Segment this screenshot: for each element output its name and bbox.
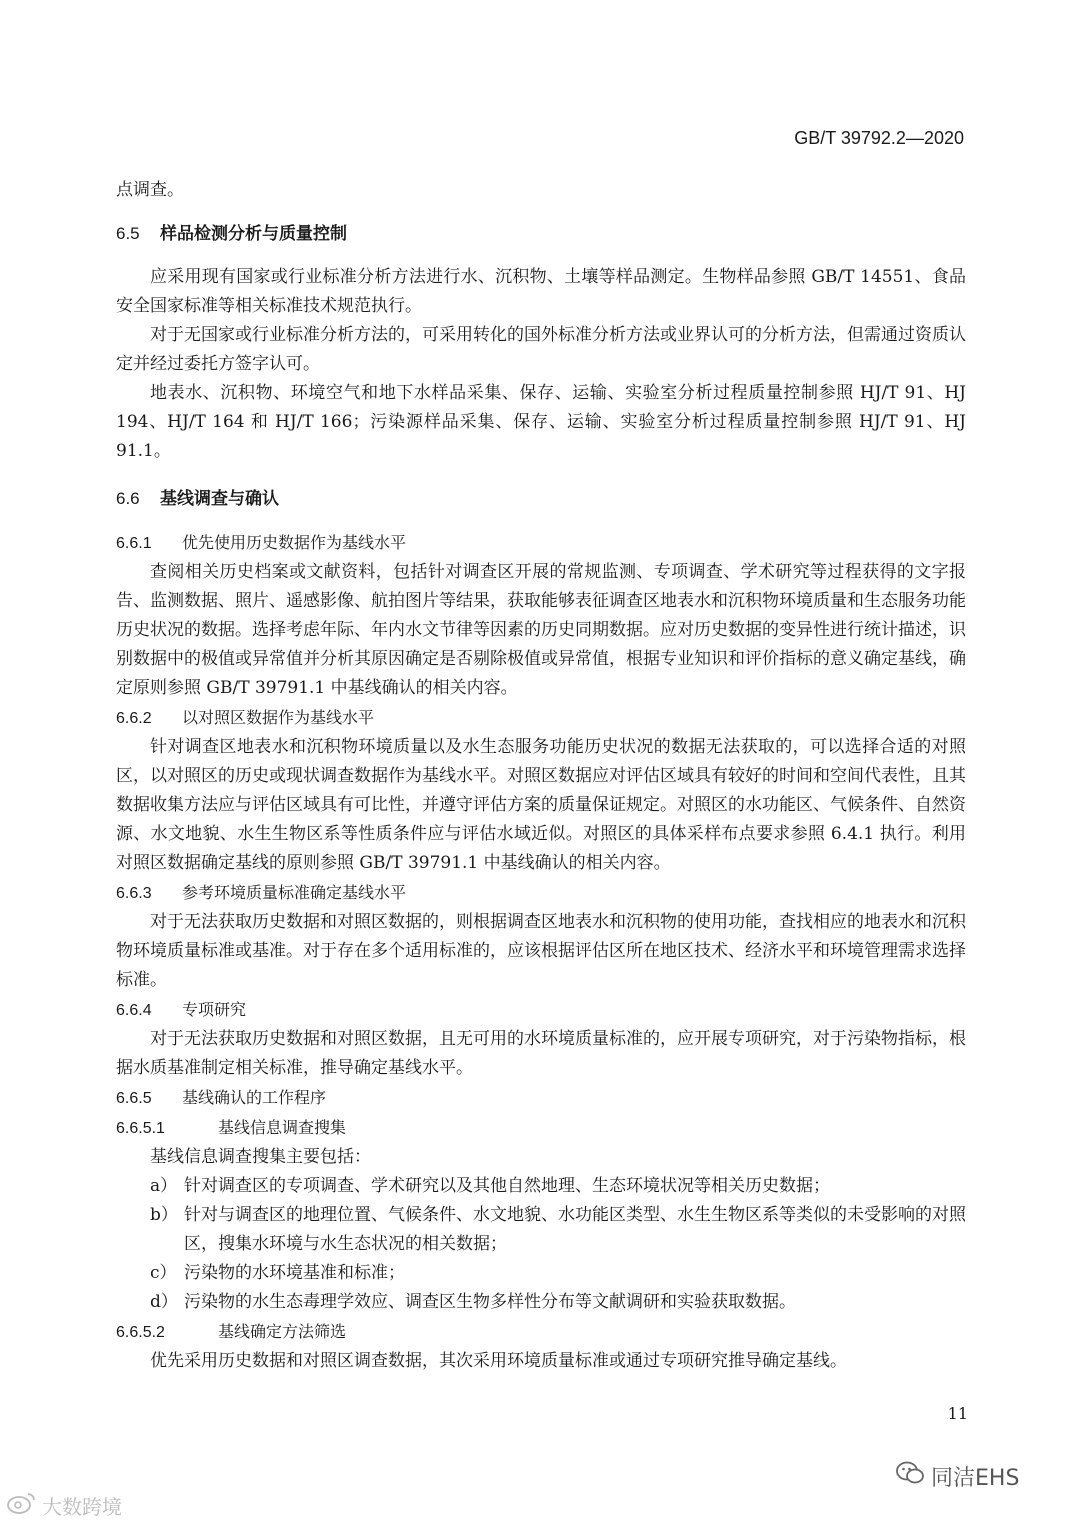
s664-paragraph: 对于无法获取历史数据和对照区数据，且无可用的水环境质量标准的，应开展专项研究，对于污染物指标，根据水质基准制定相关标准，推导确定基线水平。 [116,1029,966,1078]
section-6-6-heading: 6.6 基线调查与确认 [116,489,279,509]
s6652-paragraph: 优先采用历史数据和对照区调查数据，其次采用环境质量标准或通过专项研究推导确定基线。 [150,1351,847,1371]
watermark-right-text: 同洁EHS [931,1465,1020,1491]
standard-code: GB/T 39792.2—2020 [794,128,964,148]
weibo-icon [6,1491,36,1520]
section-6-5-heading: 6.5 样品检测分析与质量控制 [116,224,347,244]
section-6-6-4-heading: 6.6.4 专项研究 [116,1000,247,1019]
section-6-6-2-heading: 6.6.2 以对照区数据作为基线水平 [116,708,375,727]
watermark-left-text: 大数跨境 [42,1495,122,1519]
watermark-left [6,1491,122,1520]
list-item: b） 针对与调查区的地理位置、气候条件、水文地貌、水功能区类型、水生生物区系等类似的未受影响的对照区，搜集水环境与水生态状况的相关数据； [150,1205,966,1254]
section-6-6-3-heading: 6.6.3 参考环境质量标准确定基线水平 [116,883,407,902]
s65-paragraph: 应采用现有国家或行业标准分析方法进行水、沉积物、土壤等样品测定。生物样品参照 GB/T 14551、食品安全国家标准等相关标准技术规范执行。 [116,267,966,316]
section-6-6-5-1-heading: 6.6.5.1 基线信息调查搜集 [116,1118,347,1137]
carryover-text: 点调查。 [116,180,184,200]
section-6-6-5-heading: 6.6.5 基线确认的工作程序 [116,1088,327,1107]
document-body [116,176,966,1376]
s65-paragraph: 对于无国家或行业标准分析方法的，可采用转化的国外标准分析方法或业界认可的分析方法，但需通过资质认定并经过委托方签字认可。 [116,325,966,374]
section-6-6-5-2-heading: 6.6.5.2 基线确定方法筛选 [116,1322,347,1341]
s661-paragraph: 查阅相关历史档案或文献资料，包括针对调查区开展的常规监测、专项调查、学术研究等过程获得的文字报告、监测数据、照片、遥感影像、航拍图片等结果，获取能够表征调查区地表水和沉积物环境质量和生态服务功能历史状况的数据。选择考虑年际、年内水文节律等因素的历史同期数据。应对历史数据的变异性进行统计描述，识别数据中的极值或异常值并分析其原因确定是否剔除极值或异常值，根据专业知识和评价指标的意义确定基线，确定原则参照 GB/T 39791.1 中基线确认的相关内容。 [116,562,966,698]
s6651-intro: 基线信息调查搜集主要包括： [150,1147,371,1167]
section-6-6-1-heading: 6.6.1 优先使用历史数据作为基线水平 [116,533,407,552]
list-item: d） 污染物的水生态毒理学效应、调查区生物多样性分布等文献调研和实验获取数据。 [150,1292,796,1312]
page-number: 11 [947,1404,968,1423]
list-item: c） 污染物的水环境基准和标准； [150,1263,405,1283]
s663-paragraph: 对于无法获取历史数据和对照区数据的，则根据调查区地表水和沉积物的使用功能，查找相应的地表水和沉积物环境质量标准或基准。对于存在多个适用标准的，应该根据评估区所在地区技术、经济水平和环境管理需求选择标准。 [116,912,966,990]
watermark-right [895,1460,1019,1492]
s662-paragraph: 针对调查区地表水和沉积物环境质量以及水生态服务功能历史状况的数据无法获取的，可以选择合适的对照区，以对照区的历史或现状调查数据作为基线水平。对照区数据应对评估区域具有较好的时间和空间代表性，且其数据收集方法应与评估区域具有可比性，并遵守评估方案的质量保证规定。对照区的水功能区、气候条件、自然资源、水文地貌、水生生物区系等性质条件应与评估水域近似。对照区的具体采样布点要求参照 6.4.1 执行。利用对照区数据确定基线的原则参照 GB/T 39791.1 中基线确认的相关内容。 [116,737,966,873]
list-item: a） 针对调查区的专项调查、学术研究以及其他自然地理、生态环境状况等相关历史数据； [150,1176,830,1196]
wechat-icon [895,1460,925,1492]
s65-paragraph: 地表水、沉积物、环境空气和地下水样品采集、保存、运输、实验室分析过程质量控制参照 HJ/T 91、HJ 194、HJ/T 164 和 HJ/T 166；污染源样品采集、保存、运输、实验室分析过程质量控制参照 HJ/T 91、HJ 91.1。 [116,383,966,461]
